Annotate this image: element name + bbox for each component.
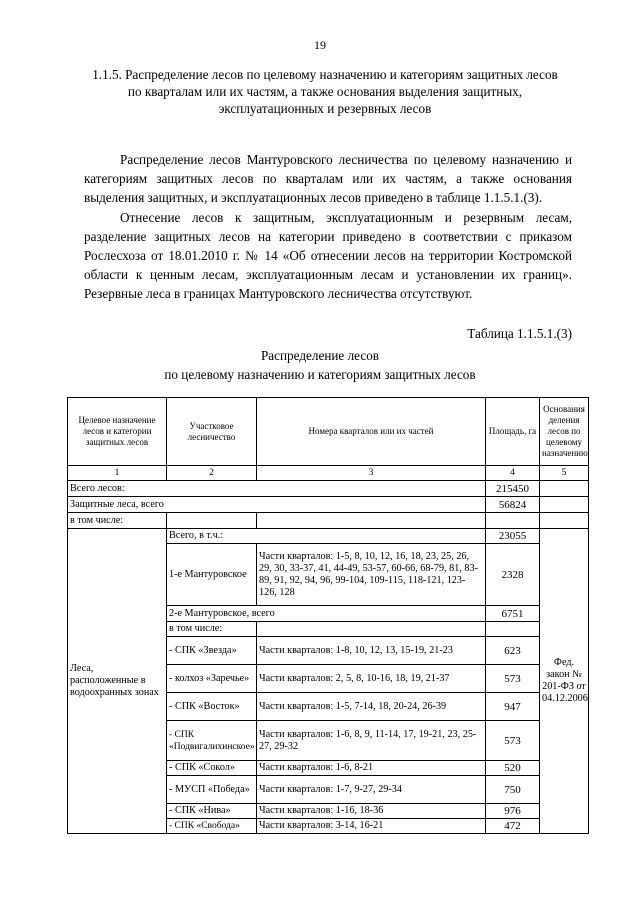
forest-distribution-table [67, 397, 589, 834]
empty-cell [257, 622, 486, 637]
quarters-cell: Части кварталов: 1-5, 8, 10, 12, 16, 18, 23, 25, 26, 29, 30, 33-37, 41, 44-49, 53-57, 60-66, 68-79, 81, 83-89, 91, 92, 94, 96, 99-104, 109-115, 118-121, 123-126, 128 [257, 544, 486, 606]
area-cell: 520 [486, 761, 540, 776]
table-header-row [68, 398, 589, 466]
header-cell: Площадь, га [486, 398, 540, 466]
column-number: 1 [68, 466, 167, 481]
header-cell: Целевое назначение лесов и категории защитных лесов [68, 398, 167, 466]
table-label: Таблица 1.1.5.1.(3) [467, 326, 572, 341]
district-2-label: 2-е Мантуровское, всего [167, 606, 486, 622]
subunit-name: - МУСП «Победа» [167, 776, 257, 804]
header-cell: Участковое лесничество [167, 398, 257, 466]
subunit-name: - СПК «Звезда» [167, 637, 257, 665]
subtotal-label: Всего, в т.ч.: [167, 529, 486, 544]
quarters-cell: Части кварталов: 2, 5, 8, 10-16, 18, 19, 21-37 [257, 665, 486, 693]
quarters-cell: Части кварталов: 1-8, 10, 12, 13, 15-19, 21-23 [257, 637, 486, 665]
area-cell: 750 [486, 776, 540, 804]
subunit-name: - СПК «Восток» [167, 693, 257, 721]
legal-basis-cell: Фед. закон № 201-ФЗ от 04.12.2006 [540, 529, 589, 834]
table-caption-line-2: по целевому назначению и категориям защитных лесов [164, 367, 476, 382]
column-number: 3 [257, 466, 486, 481]
table-caption-line-1: Распределение лесов [260, 348, 380, 363]
category-cell: Леса, расположенные в водоохранных зонах [68, 529, 167, 834]
empty-cell [486, 622, 540, 637]
quarters-cell: Части кварталов: 1-6, 8-21 [257, 761, 486, 776]
subtotal-area: 23055 [486, 529, 540, 544]
subunit-name: - колхоз «Заречье» [167, 665, 257, 693]
empty-cell [257, 513, 486, 529]
page-number: 19 [314, 38, 326, 52]
quarters-cell: Части кварталов: 1-5, 7-14, 18, 20-24, 26-39 [257, 693, 486, 721]
quarters-cell: Части кварталов: 3-14, 16-21 [257, 819, 486, 834]
column-number-row [68, 466, 589, 481]
subunit-name: - СПК «Сокол» [167, 761, 257, 776]
area-cell: 623 [486, 637, 540, 665]
paragraph-1: Распределение лесов Мантуровского лесничества по целевому назначению и категориям защитных лесов по кварталам или их частям, а также основания выделения защитных, и эксплуатационных лесов приведено в таблице 1.1.5.1.(3). [84, 152, 572, 205]
column-number: 4 [486, 466, 540, 481]
protective-label: Защитные леса, всего [68, 497, 486, 513]
district-2-area: 6751 [486, 606, 540, 622]
header-cell: Основания деления лесов по целевому назначению [540, 398, 589, 466]
header-cell: Номера кварталов или их частей [257, 398, 486, 466]
including-label: в том числе: [68, 513, 167, 529]
quarters-cell: Части кварталов: 1-6, 8, 9, 11-14, 17, 19-21, 23, 25-27, 29-32 [257, 721, 486, 761]
empty-cell [486, 513, 540, 529]
column-number: 2 [167, 466, 257, 481]
table-caption [0, 346, 640, 384]
subunit-name: - СПК «Нива» [167, 804, 257, 819]
paragraph-2: Отнесение лесов к защитным, эксплуатационным и резервным лесам, разделение защитных лесов на категории приведено в соответствии с приказом Рослесхоза от 18.01.2010 г. № 14 «Об отнесении лесов на территории Костромской области к ценным лесам, эксплуатационным лесам и установлении их границ». Резервные леса в границах Мантуровского лесничества отсутствуют. [84, 210, 572, 301]
empty-cell [540, 497, 589, 513]
district-2-including: в том числе: [167, 622, 257, 637]
protective-area: 56824 [486, 497, 540, 513]
total-area: 215450 [486, 481, 540, 497]
quarters-cell: Части кварталов: 1-7, 9-27, 29-34 [257, 776, 486, 804]
area-cell: 472 [486, 819, 540, 834]
table-row [68, 529, 589, 544]
subunit-name: - СПК «Свобода» [167, 819, 257, 834]
area-cell: 2328 [486, 544, 540, 606]
table-row [68, 513, 589, 529]
area-cell: 976 [486, 804, 540, 819]
section-heading: 1.1.5. Распределение лесов по целевому назначению и категориям защитных лесов по кварталам или их частям, а также основания выделения защитных, эксплуатационных и резервных лесов [92, 67, 558, 116]
total-label: Всего лесов: [68, 481, 486, 497]
empty-cell [540, 513, 589, 529]
area-cell: 947 [486, 693, 540, 721]
area-cell: 573 [486, 721, 540, 761]
quarters-cell: Части кварталов: 1-16, 18-36 [257, 804, 486, 819]
area-cell: 573 [486, 665, 540, 693]
column-number: 5 [540, 466, 589, 481]
district-name: 1-е Мантуровское [167, 544, 257, 606]
table-row [68, 497, 589, 513]
empty-cell [540, 481, 589, 497]
table-row [68, 481, 589, 497]
empty-cell [167, 513, 257, 529]
subunit-name: - СПК «Подвигалихинское» [167, 721, 257, 761]
